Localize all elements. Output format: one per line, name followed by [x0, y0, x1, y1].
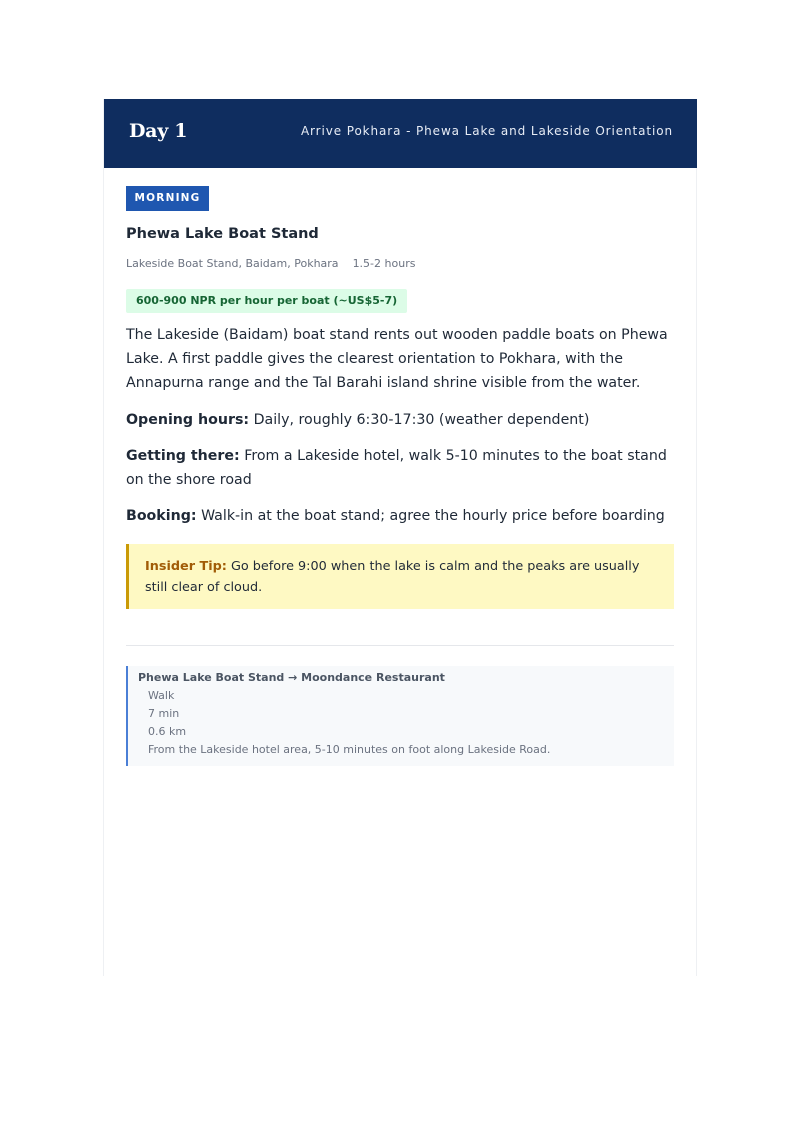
transit-box — [126, 666, 674, 766]
getting-there-label: Getting there: — [126, 448, 240, 464]
day-title: Day 1 — [129, 120, 188, 142]
time-of-day-badge: MORNING — [126, 186, 209, 211]
opening-hours-value: Daily, roughly 6:30-17:30 (weather dependent) — [253, 412, 590, 428]
day-subtitle: Arrive Pokhara - Phewa Lake and Lakeside Orientation — [300, 124, 673, 138]
booking-label: Booking: — [126, 508, 197, 524]
transit-time: 7 min — [148, 707, 180, 720]
booking-value: Walk-in at the boat stand; agree the hourly price before boarding — [201, 508, 665, 524]
place-duration: 1.5-2 hours — [352, 257, 416, 270]
price-tag: 600-900 NPR per hour per boat (~US$5-7) — [126, 289, 407, 313]
insider-tip-label: Insider Tip: — [145, 559, 227, 574]
getting-there — [126, 444, 676, 492]
opening-hours — [126, 408, 676, 432]
transit-route: Phewa Lake Boat Stand → Moondance Restaurant — [138, 671, 445, 684]
place-title: Phewa Lake Boat Stand — [126, 226, 319, 242]
place-meta — [126, 257, 415, 270]
insider-tip-text: Go before 9:00 when the lake is calm and the peaks are usually still clear of cloud. — [145, 559, 640, 595]
day-card — [103, 99, 697, 976]
transit-distance: 0.6 km — [148, 725, 187, 738]
opening-hours-label: Opening hours: — [126, 412, 250, 428]
transit-note: From the Lakeside hotel area, 5-10 minutes on foot along Lakeside Road. — [148, 743, 551, 756]
section-divider — [126, 645, 674, 646]
transit-mode: Walk — [148, 689, 175, 702]
booking — [126, 504, 676, 528]
insider-tip — [126, 544, 674, 609]
card-fade — [104, 916, 696, 976]
day-header — [104, 99, 697, 168]
getting-there-value: From a Lakeside hotel, walk 5-10 minutes to the boat stand on the shore road — [126, 448, 667, 488]
place-location: Lakeside Boat Stand, Baidam, Pokhara — [126, 257, 339, 270]
place-description: The Lakeside (Baidam) boat stand rents out wooden paddle boats on Phewa Lake. A first paddle gives the clearest orientation to Pokhara, with the Annapurna range and the Tal Barahi island shrine visible from the water. — [126, 327, 668, 391]
